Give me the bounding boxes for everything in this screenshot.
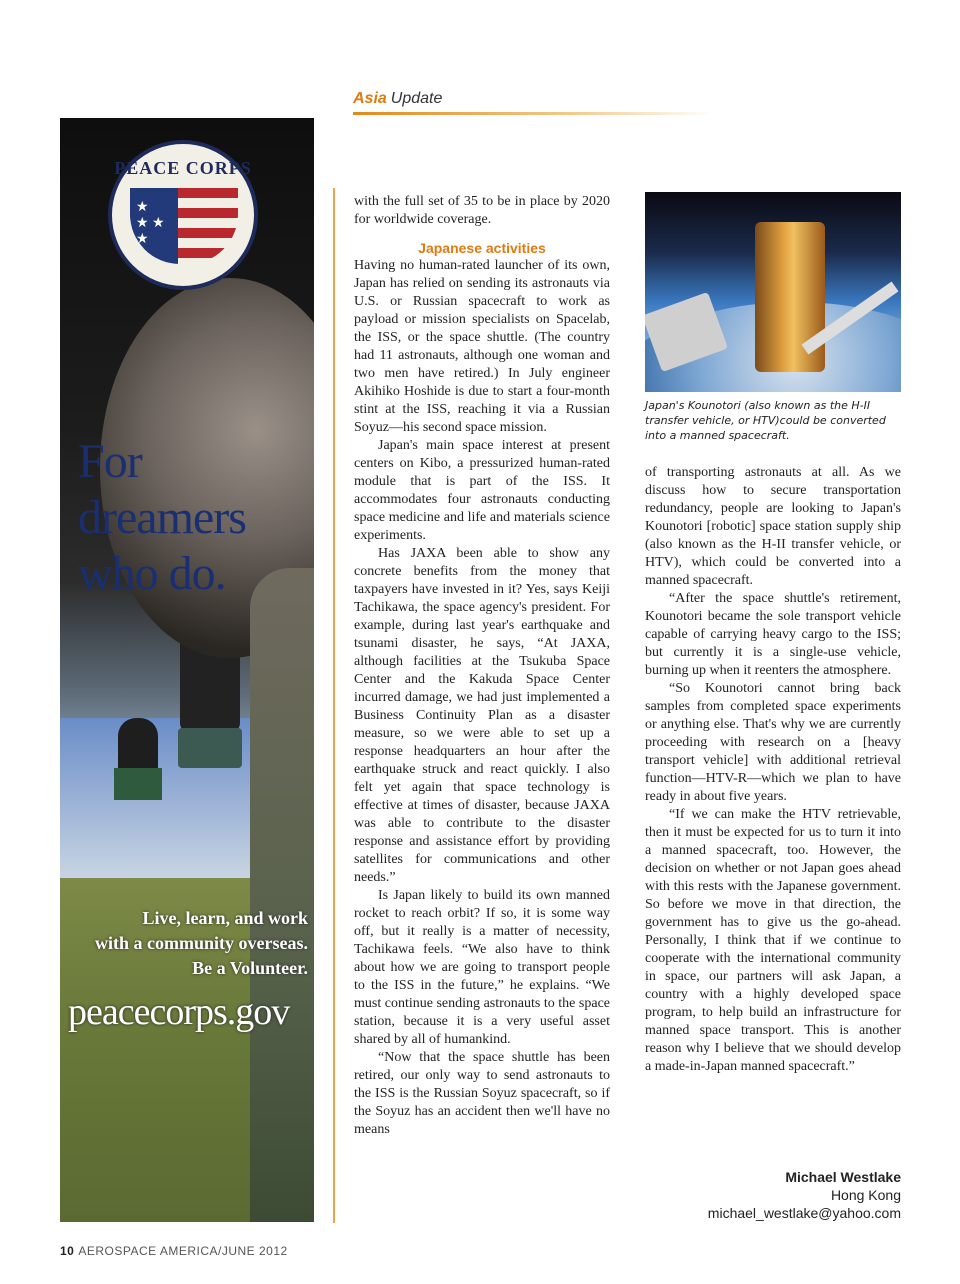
author-name: Michael Westlake <box>785 1169 901 1185</box>
publication-name: AEROSPACE AMERICA/JUNE 2012 <box>78 1244 288 1258</box>
kounotori-photo <box>645 192 901 392</box>
badge-text: PEACE CORPS <box>114 158 252 178</box>
ad-url[interactable]: peacecorps.gov <box>68 991 290 1033</box>
author-email[interactable]: michael_westlake@yahoo.com <box>707 1205 901 1221</box>
author-location: Hong Kong <box>830 1187 901 1203</box>
paragraph: “Now that the space shuttle has been retired, our only way to send astronauts to the ISS is the Russian Soyuz spacecraft, so if the Soyuz has an accident then we'll have no means <box>354 1050 610 1137</box>
paragraph: Is Japan likely to build its own manned rocket to reach orbit? If so, it is some way off, but it really is a matter of necessity, Tachikawa feels. “We also have to think about how we are going to transport people to the ISS in the future,” he explains. “We must continue sending astronauts to the space station, because it is a very useful asset shared by all of humankind. <box>354 888 610 1047</box>
section-header <box>353 90 713 120</box>
subheading: Japanese activities <box>418 240 546 256</box>
paragraph: “After the space shuttle's retirement, Kounotori became the sole transport vehicle capable of carrying heavy cargo to the ISS; but currently it is a single-use vehicle, burning up when it reenters the atmosphere. <box>645 591 901 678</box>
paragraph: of transporting astronauts at all. As we discuss how to secure transportation redundancy, people are looking to Japan's Kounotori [robotic] space station supply ship (also known as the H-II transfer vehicle, or HTV), which could be converted into a manned spacecraft. <box>645 465 901 588</box>
column-divider <box>333 188 335 1223</box>
peace-corps-logo <box>108 140 258 290</box>
article-column-2 <box>645 464 901 1076</box>
ad-slogan: For dreamers who do. <box>78 435 246 600</box>
section-title-highlight: Asia <box>353 90 387 107</box>
paragraph: “If we can make the HTV retrievable, then it must be expected for us to turn it into a manned spacecraft, too. However, the decision on whether or not Japan goes ahead with this rests with the Japanese government. So before we move in that direction, the government has to give us the go-ahead. Personally, I think that if we continue to cooperate with the international community in space, our partners will ask Japan, a country with a highly developed space program, to help build an infrastructure for manned space transport. This is another reason why I believe that we should develop a made-in-Japan manned spacecraft.” <box>645 807 901 1074</box>
paragraph: Japan's main space interest at present centers on Kibo, a pressurized human-rated module that is part of the ISS. It accommodates four astronauts conducting space medicine and life and materials science experiments. <box>354 438 610 543</box>
flag-icon: ★ ★ ★ ★ <box>130 188 238 264</box>
paragraph: Having no human-rated launcher of its own, Japan has relied on sending its astronauts via U.S. or Russian spacecraft to work as payload or mission specialists on Spacelab, the ISS, or the space shuttle. (The country had 11 astronauts, although one woman and two men have retired.) In July engineer Akihiko Hoshide is due to start a four-month stint at the ISS, reaching it via a Russian Soyuz—his second space mission. <box>354 258 610 435</box>
page-number: 10 <box>60 1244 75 1258</box>
paragraph: Has JAXA been able to show any concrete benefits from the money that taxpayers have invested in it? Yes, says Keiji Tachikawa, the space agency's president. For example, during last year's earthquake and tsunami disaster, he says, “At JAXA, although facilities at the Tsukuba Space Center and the Kakuda Space Center incurred damage, we had just implemented a Business Continuity Plan as a disaster measure, so we were able to set up a response headquarters an hour after the earthquake struck and react quickly. I also felt yet again that space technology is effective at times of disaster, because JAXA was able to contribute to the disaster response and assistance effort by providing satellites for communications and other needs.” <box>354 546 610 885</box>
paragraph: with the full set of 35 to be in place by 2020 for worldwide coverage. <box>354 194 610 227</box>
photo-caption: Japan's Kounotori (also known as the H-II transfer vehicle, or HTV)could be converted into a manned spacecraft. <box>645 399 886 442</box>
paragraph: “So Kounotori cannot bring back samples from completed space experiments or anything else. That's why we are currently proceeding with research on a [heavy transport vehicle] with additional retrieval function—HTV-R—which we plan to have ready in about five years. <box>645 681 901 804</box>
peace-corps-ad <box>60 118 314 1222</box>
ad-shoulder <box>250 568 314 1222</box>
ad-woman-skirt <box>114 768 162 800</box>
page-footer <box>60 1244 288 1258</box>
ad-child-skirt <box>178 728 242 768</box>
section-title: Update <box>390 90 443 107</box>
header-rule <box>353 112 713 115</box>
article-column-1 <box>354 193 610 1139</box>
ad-tagline: Live, learn, and work with a community overseas. Be a Volunteer. <box>95 908 308 978</box>
